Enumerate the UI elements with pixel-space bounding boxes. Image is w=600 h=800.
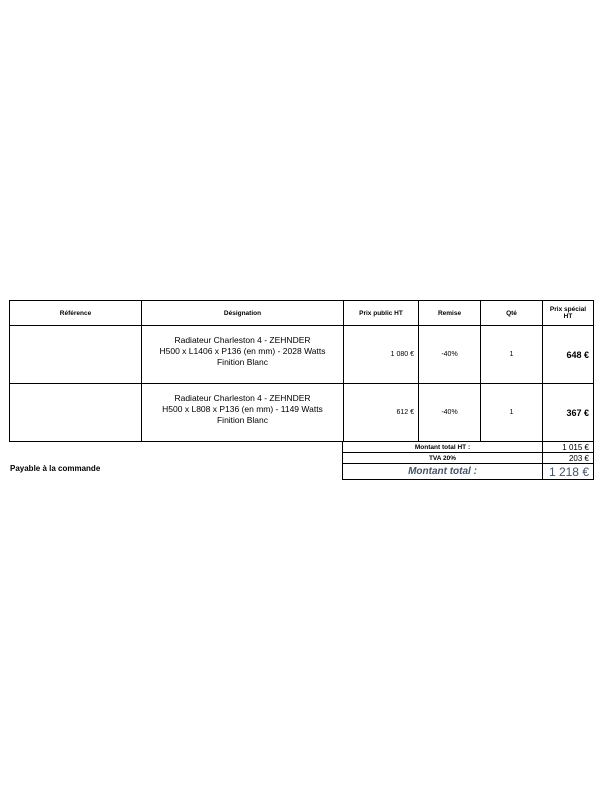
designation-line: Radiateur Charleston 4 - ZEHNDER <box>174 335 311 345</box>
quote-table <box>9 300 594 442</box>
totals-table <box>342 441 594 480</box>
payment-terms: Payable à la commande <box>10 464 101 473</box>
header-designation: Désignation <box>142 301 344 326</box>
cell-reference <box>10 326 142 384</box>
designation-line: Radiateur Charleston 4 - ZEHNDER <box>174 393 311 403</box>
table-header-row <box>10 301 594 326</box>
designation-line: Finition Blanc <box>216 415 269 425</box>
total-ht-value: 1 015 € <box>543 442 594 453</box>
cell-prix-public: 612 € <box>344 384 419 442</box>
header-remise: Remise <box>419 301 481 326</box>
cell-qte: 1 <box>481 326 543 384</box>
cell-remise: -40% <box>419 384 481 442</box>
grand-total-label: Montant total : <box>343 464 543 480</box>
grand-total-value: 1 218 € <box>543 464 594 480</box>
header-reference: Référence <box>10 301 142 326</box>
cell-designation <box>142 384 344 442</box>
header-prix-public: Prix public HT <box>344 301 419 326</box>
cell-prix-special: 367 € <box>543 384 594 442</box>
designation-line: H500 x L808 x P136 (en mm) - 1149 Watts <box>162 404 323 414</box>
table-row <box>10 384 594 442</box>
table-row <box>10 326 594 384</box>
tva-value: 203 € <box>543 453 594 464</box>
total-ht-label: Montant total HT : <box>343 442 543 453</box>
header-prix-special: Prix spécial HT <box>543 301 594 326</box>
header-qte: Qté <box>481 301 543 326</box>
cell-designation <box>142 326 344 384</box>
designation-line: H500 x L1406 x P136 (en mm) - 2028 Watts <box>159 346 326 356</box>
cell-prix-public: 1 080 € <box>344 326 419 384</box>
cell-remise: -40% <box>419 326 481 384</box>
total-ht-row <box>343 442 594 453</box>
cell-reference <box>10 384 142 442</box>
tva-row <box>343 453 594 464</box>
grand-total-row <box>343 464 594 480</box>
cell-qte: 1 <box>481 384 543 442</box>
designation-line: Finition Blanc <box>216 357 269 367</box>
cell-prix-special: 648 € <box>543 326 594 384</box>
tva-label: TVA 20% <box>343 453 543 464</box>
